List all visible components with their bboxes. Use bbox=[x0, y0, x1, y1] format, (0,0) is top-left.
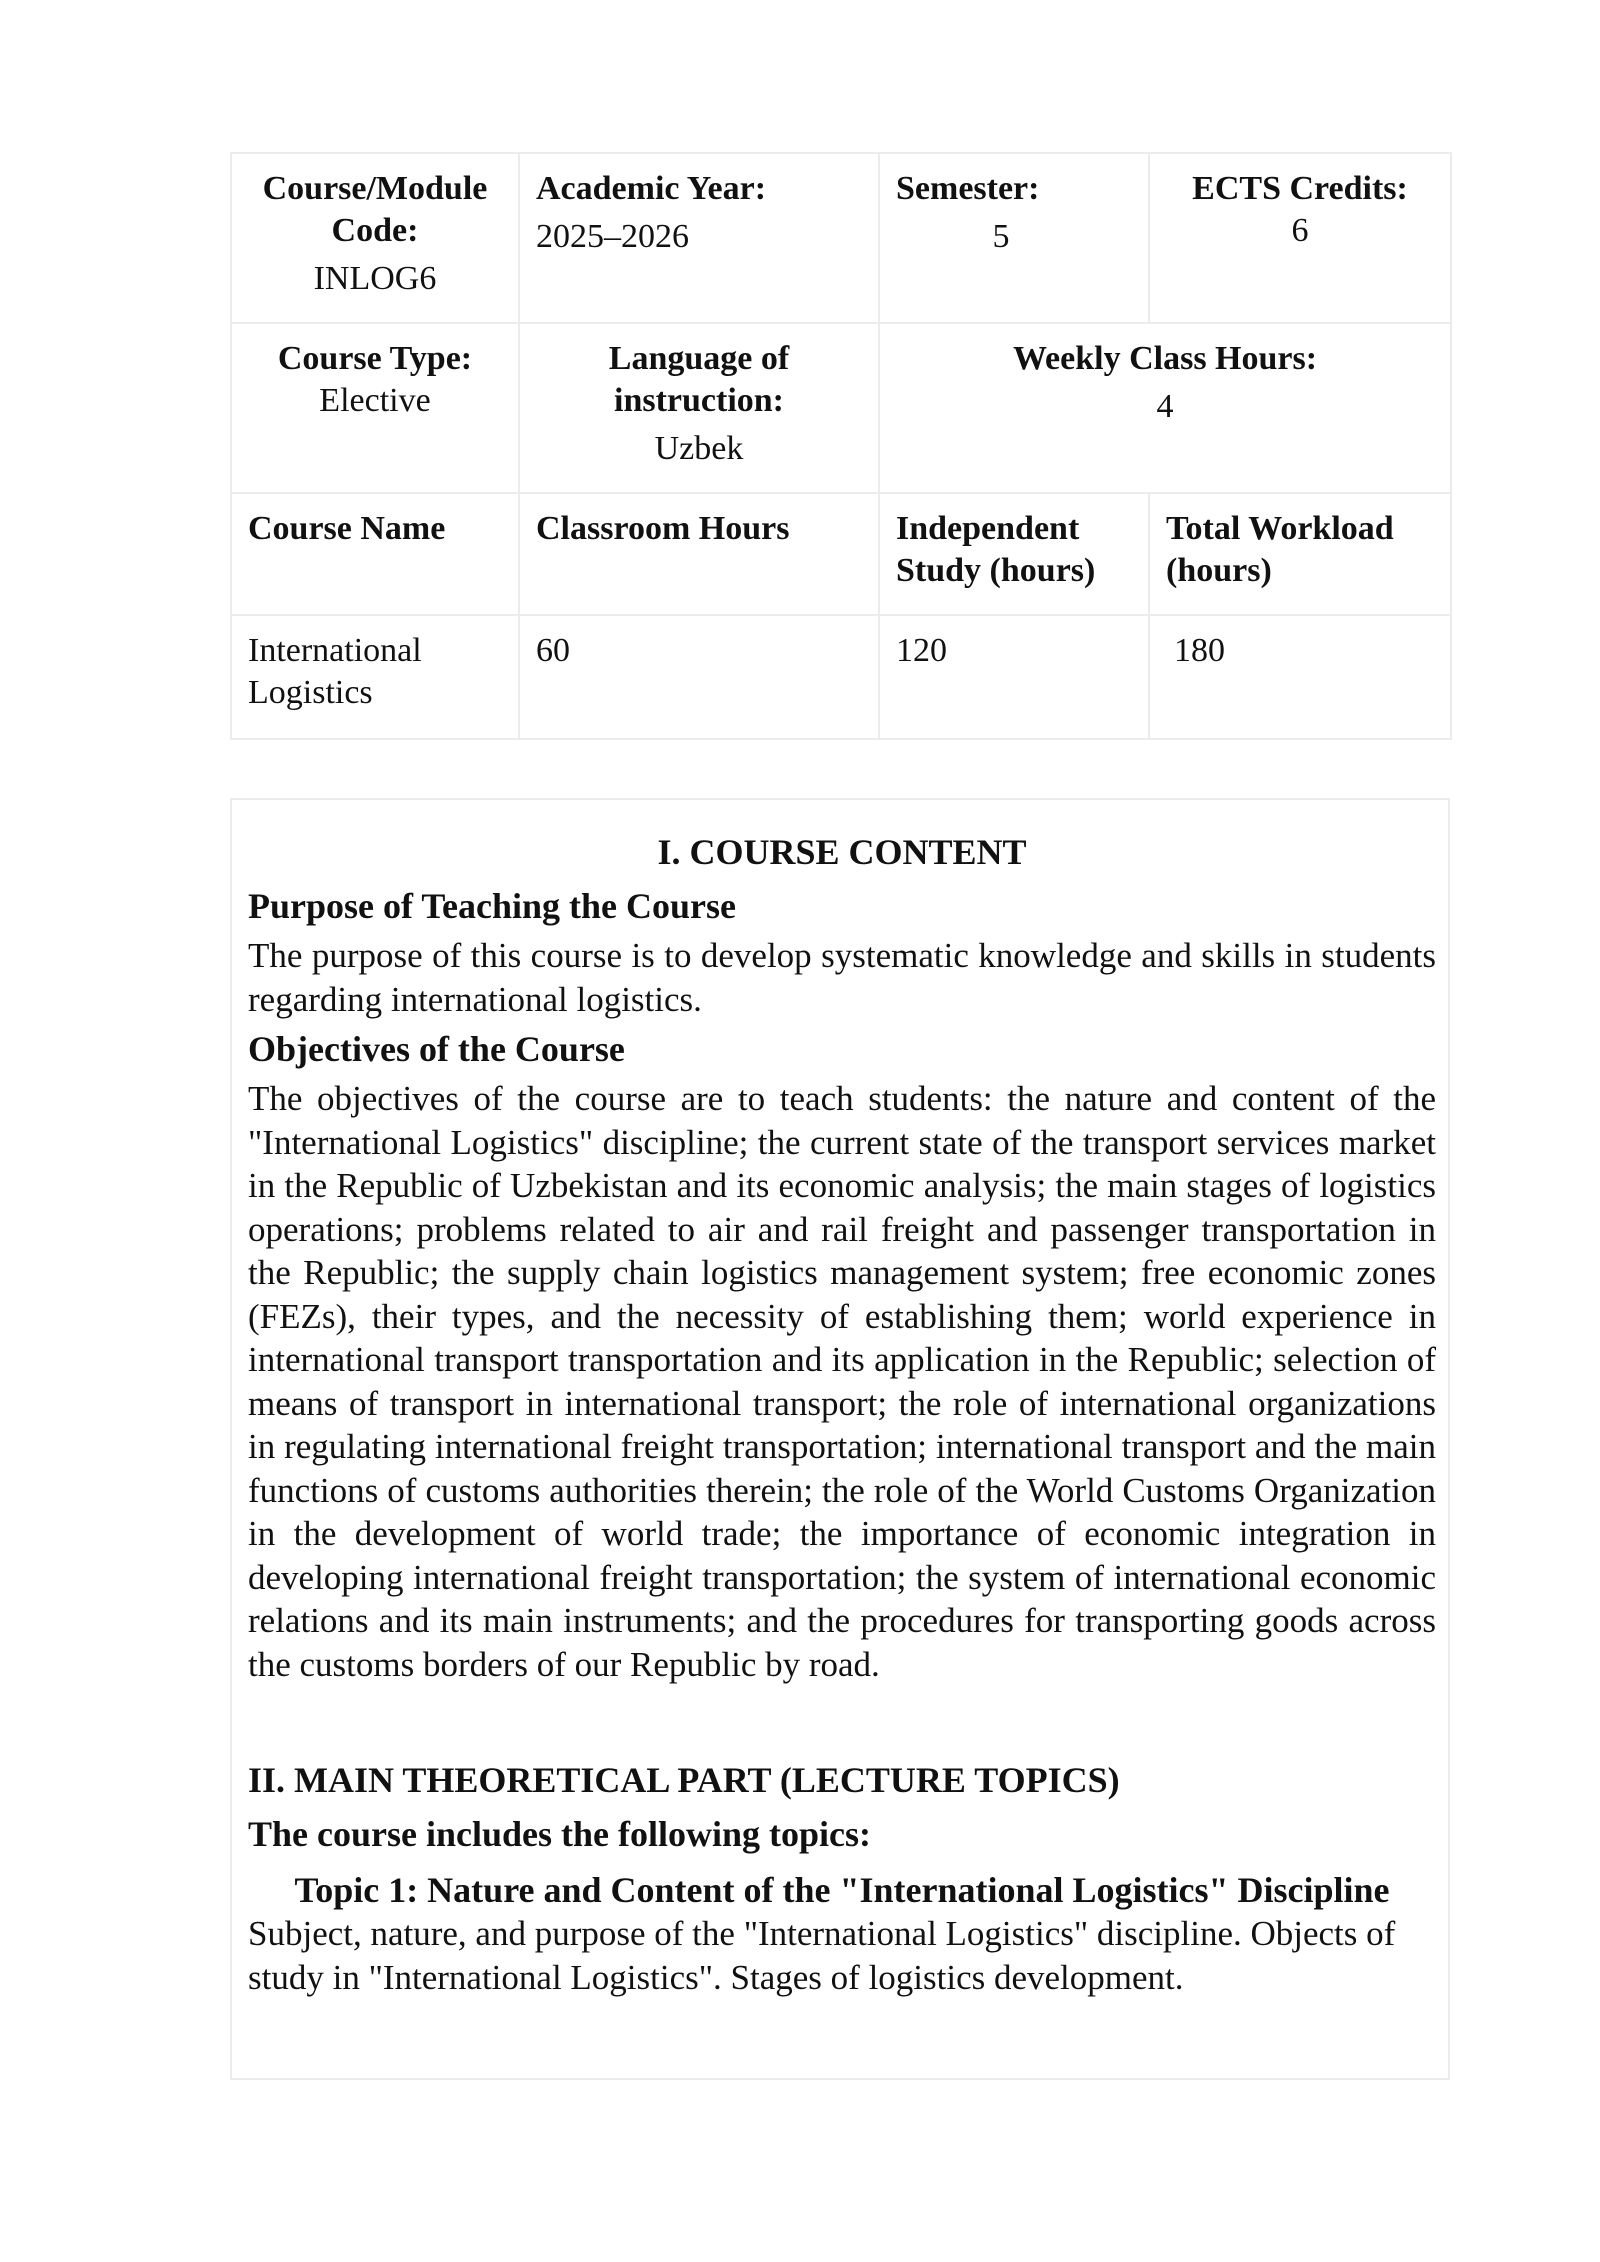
weekly-hours-value: 4 bbox=[1156, 388, 1174, 425]
course-info-row-1 bbox=[231, 153, 1451, 323]
ects-cell bbox=[1149, 153, 1451, 323]
course-name-header: Course Name bbox=[231, 493, 519, 615]
semester-value: 5 bbox=[992, 218, 1010, 255]
course-info-row-2 bbox=[231, 323, 1451, 493]
module-code-label: Course/Module Code: bbox=[262, 170, 488, 249]
ects-value: 6 bbox=[1291, 212, 1309, 249]
purpose-heading: Purpose of Teaching the Course bbox=[248, 886, 737, 926]
language-value: Uzbek bbox=[654, 430, 744, 467]
total-workload-value: 180 bbox=[1149, 615, 1451, 739]
course-content-box bbox=[230, 798, 1450, 2080]
course-type-value: Elective bbox=[319, 382, 431, 419]
classroom-hours-value: 60 bbox=[519, 615, 879, 739]
course-type-cell bbox=[231, 323, 519, 493]
course-values-row bbox=[231, 615, 1451, 739]
topic-1-title: Topic 1: Nature and Content of the "International Logistics" Discipline bbox=[294, 1870, 1390, 1910]
topic-1-text: Subject, nature, and purpose of the "International Logistics" discipline. Objects of study in "International Logistics". Stages of logistics development. bbox=[248, 1914, 1396, 1997]
module-code-cell bbox=[231, 153, 519, 323]
course-type-label: Course Type: bbox=[277, 340, 473, 377]
course-header-row bbox=[231, 493, 1451, 615]
independent-study-value: 120 bbox=[879, 615, 1149, 739]
module-code-value: INLOG6 bbox=[313, 260, 437, 297]
total-workload-header: Total Workload (hours) bbox=[1149, 493, 1451, 615]
academic-year-value: 2025–2026 bbox=[536, 218, 689, 255]
topics-intro: The course includes the following topics: bbox=[248, 1814, 872, 1854]
semester-label: Semester: bbox=[896, 170, 1040, 207]
section-1-title: I. COURSE CONTENT bbox=[657, 832, 1027, 872]
classroom-hours-header: Classroom Hours bbox=[519, 493, 879, 615]
independent-study-header: Independent Study (hours) bbox=[879, 493, 1149, 615]
language-cell bbox=[519, 323, 879, 493]
purpose-text: The purpose of this course is to develop systematic knowledge and skills in students regarding international logistics. bbox=[248, 936, 1436, 1019]
weekly-hours-label: Weekly Class Hours: bbox=[1012, 340, 1318, 377]
objectives-heading: Objectives of the Course bbox=[248, 1029, 625, 1069]
academic-year-label: Academic Year: bbox=[536, 170, 767, 207]
section-2-title: II. MAIN THEORETICAL PART (LECTURE TOPICS) bbox=[248, 1760, 1120, 1800]
course-info-table bbox=[230, 152, 1452, 740]
language-label: Language of instruction: bbox=[608, 340, 790, 419]
course-content-body bbox=[248, 830, 1436, 1999]
semester-cell bbox=[879, 153, 1149, 323]
academic-year-cell bbox=[519, 153, 879, 323]
weekly-hours-cell bbox=[879, 323, 1451, 493]
objectives-text: The objectives of the course are to teach students: the nature and content of the "International Logistics" discipline; the current state of the transport services market in the Republic of Uzbekistan and its economic analysis; the main stages of logistics operations; problems related to air and rail freight and passenger transportation in the Republic; the supply chain logistics management system; free economic zones (FEZs), their types, and the necessity of establishing them; world experience in international transport transportation and its application in the Republic; selection of means of transport in international transport; the role of international organizations in regulating international freight transportation; international transport and the main functions of customs authorities therein; the role of the World Customs Organization in the development of world trade; the importance of economic integration in developing international freight transportation; the system of international economic relations and its main instruments; and the procedures for transporting goods across the customs borders of our Republic by road. bbox=[248, 1079, 1436, 1684]
course-name-value: International Logistics bbox=[231, 615, 519, 739]
ects-label: ECTS Credits: bbox=[1192, 170, 1408, 207]
